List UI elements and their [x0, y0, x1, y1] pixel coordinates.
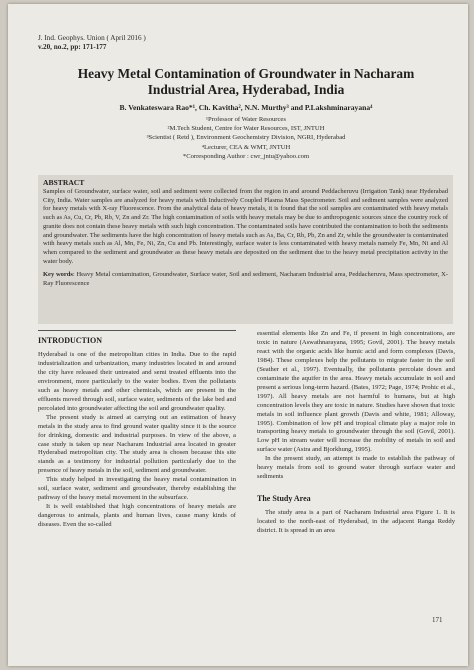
journal-volume: v.20, no.2, pp: 171-177	[38, 43, 107, 51]
corresponding-author: *Corresponding Author : cwr_jntu@yahoo.com	[182, 152, 310, 160]
abstract-heading: ABSTRACT	[43, 178, 85, 187]
intro-paragraph-2: The present study is aimed at carrying out an estimation of heavy metals in the study area to find ground water quality since it is the source for drinking, domestic and industrial purposes. In view of the above, a case study is taken up near Nacharam Industrial area located in greater Hyderabad metropolitan city. The study area is chosen because this site stands as a testimony for industrial pollution particularly due to the presence of heavy metals in the soil, sediment and groundwater.	[38, 413, 236, 475]
title-line-1: Heavy Metal Contamination of Groundwater in Nacharam	[77, 66, 415, 81]
affiliations	[38, 115, 454, 161]
study-area-paragraph: The study area is a part of Nacharam Industrial area Figure 1. It is located to the north-east of Hyderabad, in the adjacent Ranga Reddy district. It is spread in an area	[257, 509, 455, 535]
section-rule	[38, 330, 236, 331]
right-paragraph-2: In the present study, an attempt is made to establish the pathway of heavy metals from soil to ground water through surface water and sediments	[257, 455, 455, 481]
right-paragraph-1: essential elements like Zn and Fe, if present in high concentrations, are toxic in nature (Aswathnarayana, 1995; Govil, 2001). The heavy metals react with the organic acids like humic acid and form complexes (Davis, 1984). These complexes help the pollutants to migrate faster in the soil (Seather et al., 1997). Eventually, the pollutants percolate down and contaminate the aquifer in the area. Heavy metals accumulate in soil and present a serious long-term hazard. (Bates, 1972; Page, 1974; Prohic et al., 1997). All heavy metals are not harmful to humans, but at high concentration levels they are toxic in nature. Studies have shown that toxic metals in soil influence plant growth (Davis and white, 1981; Alloway, 1995). Combination of low pH and tropical climate play a major role in transporting heavy metals to groundwater through the soil (Govil, 2001). Low pH in stream water will increase the mobility of metals in soil and surface water (Astra and Bjorkhung, 1995).	[257, 330, 455, 454]
abstract-box	[38, 175, 453, 324]
left-column	[38, 330, 236, 530]
introduction-heading: INTRODUCTION	[38, 336, 103, 345]
intro-paragraph-1: Hyderabad is one of the metropolitan cities in India. Due to the rapid industrialization and urbanization, many industries located in and around the city have released their untreated and semi treated effluents into the environment, more particularly to the water bodies. Even the pollutants such as heavy metals and other chemicals, which are present in the effluents moved through soil, surface water, sediments of the lake bed and percolated into groundwater affecting the soil and groundwater quality.	[38, 351, 236, 412]
journal-header	[38, 34, 146, 52]
keywords	[43, 271, 448, 288]
intro-paragraph-4: It is well established that high concentrations of heavy metals are dangerous to animals, plants and human lives, cause many kinds of diseases. Even the so-called	[38, 503, 236, 529]
right-column	[257, 330, 455, 536]
keywords-label: Key words	[43, 271, 73, 279]
title-line-2: Industrial Area, Hyderabad, India	[147, 82, 345, 97]
study-area-heading: The Study Area	[257, 494, 311, 504]
affiliation-3: ³Scientist ( Retd ), Environment Geochemistry Division, NGRI, Hyderabad	[146, 134, 346, 142]
keywords-text: : Heavy Metal contamination, Groundwater, Surface water, Soil and sediment, Nacharam Industrial area, Peddacheruvu, Mass spectrometer, X-Ray Fluorescence	[43, 271, 448, 288]
abstract-text: Samples of Groundwater, surface water, soil and sediment were collected from the region in and around Peddacheruvu (Irrigation Tank) near Hyderabad City, India. Water samples are analyzed for heavy metals with Inductively Coupled Plasma Mass Spectrometer. Soil and sediment samples were analyzed for heavy metals with X-ray Fluorescence. From the analytical data of heavy metals, it is found that the soil samples are contaminated with heavy metals such as As, Cu, Cr, Pb, Rb, V, Zn and Zr. The high contamination of soils with heavy metals may be due to anthropogenic sources since the country rock of granite does not contain these heavy metals with such high concentration. The contaminated soils have contributed the contamination to both the sediments and groundwater. The sediments have the high concentration of heavy metals such as As, Ba, Cr, Rb, Pb, Zn and Zr, while the groundwater is contaminated with heavy metals such as Al, Mn, Fe, Ni, Zn, Cu and Pb. Interestingly, surface water is less contaminated with heavy metals namely Fe, Mn, Ni and Al when compared to the sediment and groundwater as these heavy metals are deposited on the sediment due to the heavy metal precipitation activity in the water body.	[43, 188, 448, 265]
affiliation-2: ²M.Tech Student, Centre for Water Resources, IST, JNTUH	[167, 125, 325, 133]
author-list: B. Venkateswara Rao*¹, Ch. Kavitha², N.N. Murthy³ and P.Lakshminarayana⁴	[119, 103, 373, 112]
journal-citation: J. Ind. Geophys. Union ( April 2016 )	[38, 34, 146, 42]
article-title	[38, 66, 454, 98]
intro-paragraph-3: This study helped in investigating the heavy metal contamination in soil, surface water, sediment and groundwater, thereby establishing the pathway of the heavy metal movement in the subsurface.	[38, 476, 236, 502]
affiliation-4: ⁴Lecturer, CEA & WMT, JNTUH	[201, 143, 291, 151]
journal-page	[8, 4, 468, 666]
affiliation-1: ¹Professor of Water Resources	[206, 116, 286, 123]
page-number: 171	[432, 616, 443, 624]
